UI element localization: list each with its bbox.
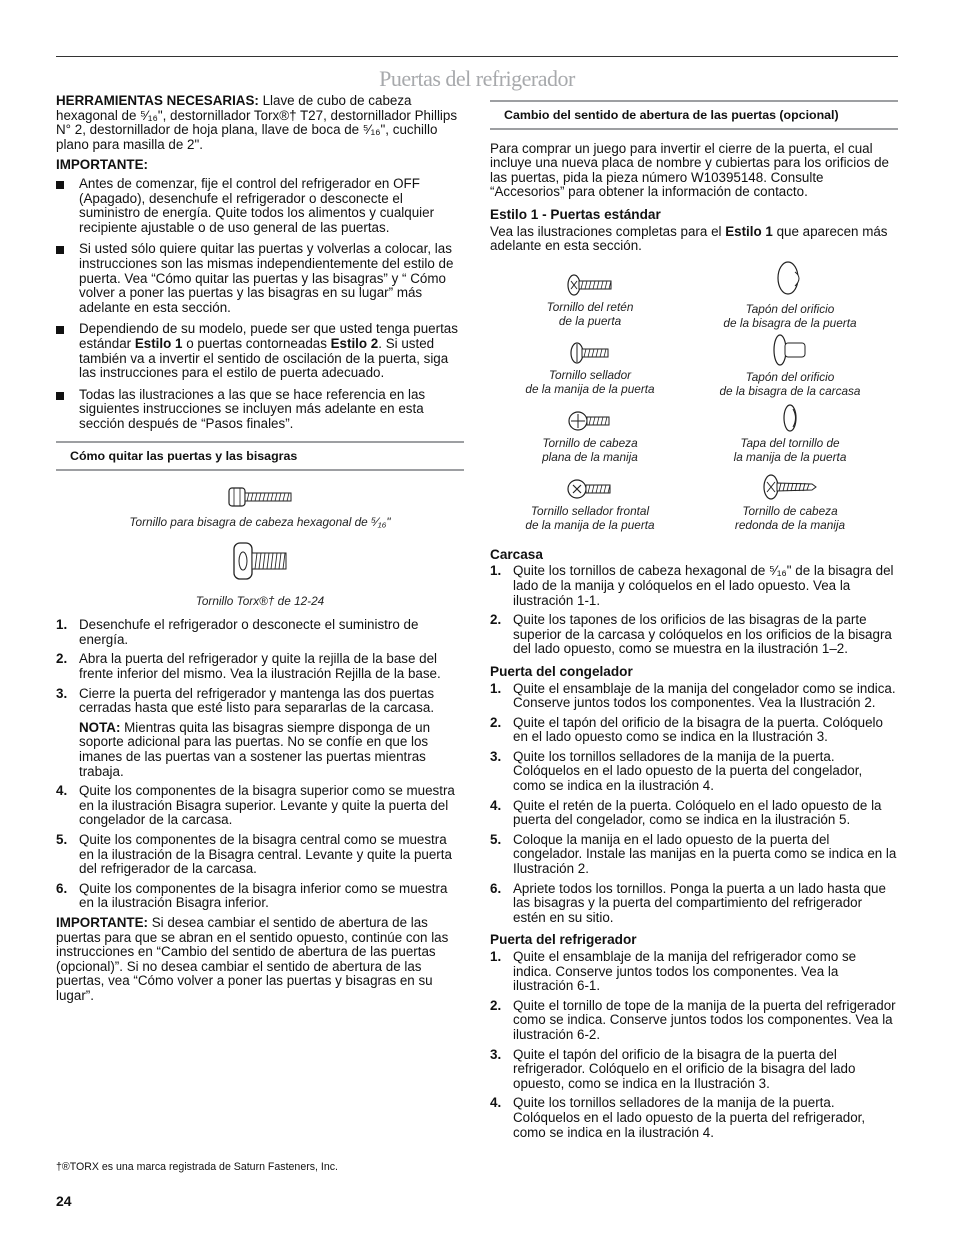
hex-bolt-figure — [56, 483, 464, 529]
parts-grid — [490, 260, 898, 540]
important-paragraph: IMPORTANTE: Si desea cambiar el sentido de abertura de las puertas para que se abran en el sentido opuesto, continúe con las instrucciones en “Cambio del sentido de abertura de las puertas (opcional)”. Si no desea cambiar el sentido de abertura de las puertas, vea “Cómo volver a poner las puertas y bisagras en su lugar”. — [56, 914, 449, 1003]
bullet-square-icon — [56, 326, 64, 334]
step-item: 6. Quite los componentes de la bisagra inferior como se muestra en la ilustración Bisagra inferior. — [56, 880, 448, 911]
step-item: 3. Quite los tornillos selladores de la manija de la puerta. Colóquelos en el lado opuesto de la puerta del congelador, como se indica en la ilustración 4. — [490, 748, 863, 794]
style1-text: Vea las ilustraciones completas para el Estilo 1 que aparecen más adelante en esta sección. — [490, 223, 888, 254]
part-door-stop-screw: Tornillo del retén de la puerta — [490, 272, 690, 328]
screw-cap-icon — [778, 402, 802, 434]
fridge-heading: Puerta del refrigerador — [490, 932, 637, 948]
handle-sealing-screw-icon — [568, 340, 612, 366]
step-item: 5. Quite los componentes de la bisagra central como se muestra en la ilustración de la Bisagra central. Levante y quite la puerta del refrigerador de la carcasa. — [56, 831, 452, 877]
step-item: 2. Quite los tapones de los orificios de las bisagras de la parte superior de la carcasa y colóquelos en los orificios de la bisagra del lado opuesto, como se muestra en la ilustración 1–2. — [490, 612, 892, 657]
step-item: 4. Quite el retén de la puerta. Colóquelo en el lado opuesto de la puerta del congelador, como se indica en la ilustración 5. — [490, 797, 882, 828]
torx-screw-caption: Tornillo Torx®† de 12-24 — [195, 594, 325, 609]
door-hinge-plug-icon — [773, 260, 807, 300]
bullet-square-icon — [56, 246, 64, 254]
step-item: 5. Coloque la manija en el lado opuesto de la puerta del congelador. Instale las manijas en la puerta como se indica en la Ilustración 2. — [490, 831, 897, 877]
part-handle-flat-head-screw: Tornillo de cabeza plana de la manija — [490, 408, 690, 464]
note-paragraph: NOTA: Mientras quita las bisagras siempre disponga de un soporte adicional para las puertas. No se confíe en que los imanes de las puertas van a sostener las puertas mientras trabaja. — [79, 719, 431, 779]
part-front-sealing-screw: Tornillo sellador frontal de la manija de la puerta — [490, 476, 690, 532]
bullet-item: Dependiendo de su modelo, puede ser que usted tenga puertas estándar Estilo 1 o puertas contorneadas Estilo 2. Si usted también va a invertir el sentido de oscilación de la puerta, siga las instrucciones para el estilo de puerta adecuado. — [56, 322, 464, 380]
style1-heading: Estilo 1 - Puertas estándar — [490, 206, 661, 222]
round-head-screw-icon — [762, 472, 818, 502]
torx-screw-figure — [56, 539, 464, 609]
bullet-square-icon — [56, 392, 64, 400]
step-item: 1. Quite el ensamblaje de la manija del congelador como se indica. Conserve juntos todos los componentes. Vea la Ilustración 2. — [490, 680, 896, 711]
flat-head-screw-icon — [568, 408, 612, 434]
top-rule — [56, 56, 898, 57]
bullet-item: Antes de comenzar, fije el control del refrigerador en OFF (Apagado), desenchufe el refrigerador o desconecte el suministro de energía. Quite todos los alimentos y cualquier recipiente ajustable o de uso general de las puertas. — [56, 177, 464, 235]
tools-text: Llave de cubo de cabeza hexagonal de ⁵⁄₁₆", destornillador Torx®† T27, destornillador Phillips N° 2, destornillador de hoja plana, llave de boca de ⁵⁄₁₆", cuchillo plano para masilla de 2". — [56, 93, 458, 152]
door-stop-screw-icon — [565, 272, 615, 298]
tools-label: HERRAMIENTAS NECESARIAS: — [56, 93, 259, 108]
torx-screw-icon — [228, 539, 292, 583]
step-item: 2. Quite el tornillo de tope de la manija de la puerta del refrigerador como se indica. Conserve juntos todos los componentes. Vea la ilustración 6-2. — [490, 997, 896, 1042]
bullet-square-icon — [56, 181, 64, 189]
important-label: IMPORTANTE: — [56, 157, 148, 173]
step-item: 3. Quite el tapón del orificio de la bisagra de la puerta del refrigerador. Colóquelo en el orificio de la bisagra del lado opuesto, como se indica en la Ilustración 3. — [490, 1046, 856, 1091]
page-title: Puertas del refrigerador — [379, 66, 575, 91]
section-header-reverse-doors: Cambio del sentido de abertura de las puertas (opcional) — [490, 100, 898, 130]
left-column — [56, 94, 464, 1010]
footnote: †®TORX es una marca registrada de Saturn Fasteners, Inc. — [56, 1161, 339, 1173]
step-item: 4. Quite los componentes de la bisagra superior como se muestra en la ilustración Bisagra superior. Levante y quite la puerta del congelador de la carcasa. — [56, 783, 455, 828]
tools-paragraph — [56, 94, 464, 152]
step-item: 1. Quite los tornillos de cabeza hexagonal de ⁵⁄₁₆" de la bisagra del lado de la manija y colóquelos en el lado opuesto. Vea la ilustración 1-1. — [490, 563, 894, 608]
bullet-item: Si usted sólo quiere quitar las puertas y volverlas a colocar, las instrucciones son las mismas independientemente del estilo de puerta. Vea “Cómo quitar las puertas y las bisagras” y “ Cómo volver a poner las puertas y las bisagras en su lugar” más adelante en esta sección. — [56, 242, 464, 315]
part-handle-screw-cap: Tapa del tornillo de la manija de la puerta — [690, 402, 890, 464]
part-handle-sealing-screw: Tornillo sellador de la manija de la puerta — [490, 340, 690, 396]
step-item: 1. Quite el ensamblaje de la manija del refrigerador como se indica. Conserve juntos todos los componentes. Vea la ilustración 6-1. — [490, 949, 857, 994]
front-sealing-screw-icon — [567, 476, 613, 502]
step-item: 4. Quite los tornillos selladores de la manija de la puerta. Colóquelos en el lado opuesto de la puerta del refrigerador, como se indica en la ilustración 4. — [490, 1095, 866, 1140]
bullet-item: Todas las ilustraciones a las que se hace referencia en las siguientes instrucciones se incluyen más adelante en esta sección después de “Pasos finales”. — [56, 388, 464, 432]
part-door-hinge-plug: Tapón del orificio de la bisagra de la puerta — [690, 260, 890, 330]
right-column — [490, 94, 898, 1145]
hex-head-bolt-icon — [225, 483, 295, 511]
page-number: 24 — [56, 1193, 72, 1209]
cabinet-hinge-plug-icon — [770, 332, 810, 368]
reverse-intro: Para comprar un juego para invertir el cierre de la puerta, el cual incluye una nueva placa de nombre y cubiertas para los orificios de las puertas, pida la pieza número W10395148. Consulte “Accesorios” para obtener la información de contacto. — [490, 140, 889, 200]
hex-bolt-caption: Tornillo para bisagra de cabeza hexagonal de ⁵⁄₁₆" — [129, 514, 391, 529]
part-cabinet-hinge-plug: Tapón del orificio de la bisagra de la carcasa — [690, 332, 890, 398]
step-item: 1. Desenchufe el refrigerador o desconecte el suministro de energía. — [56, 617, 419, 647]
step-item: 3. Cierre la puerta del refrigerador y mantenga las dos puertas cerradas hasta que esté listo para separarlas de la carcasa. — [56, 685, 435, 716]
freezer-heading: Puerta del congelador — [490, 663, 633, 679]
section-header-remove-doors: Cómo quitar las puertas y las bisagras — [56, 441, 464, 471]
step-item: 2. Abra la puerta del refrigerador y quite la rejilla de la base del frente inferior del mismo. Vea la ilustración Rejilla de la base. — [56, 651, 441, 682]
carcasa-heading: Carcasa — [490, 546, 543, 562]
step-item: 2. Quite el tapón del orificio de la bisagra de la puerta. Colóquelo en el lado opuesto como se indica en la Ilustración 3. — [490, 714, 883, 745]
step-item: 6. Apriete todos los tornillos. Ponga la puerta a un lado hasta que las bisagras y la puerta del compartimiento del refrigerador estén en su sitio. — [490, 880, 886, 925]
part-round-head-screw: Tornillo de cabeza redonda de la manija — [690, 472, 890, 532]
